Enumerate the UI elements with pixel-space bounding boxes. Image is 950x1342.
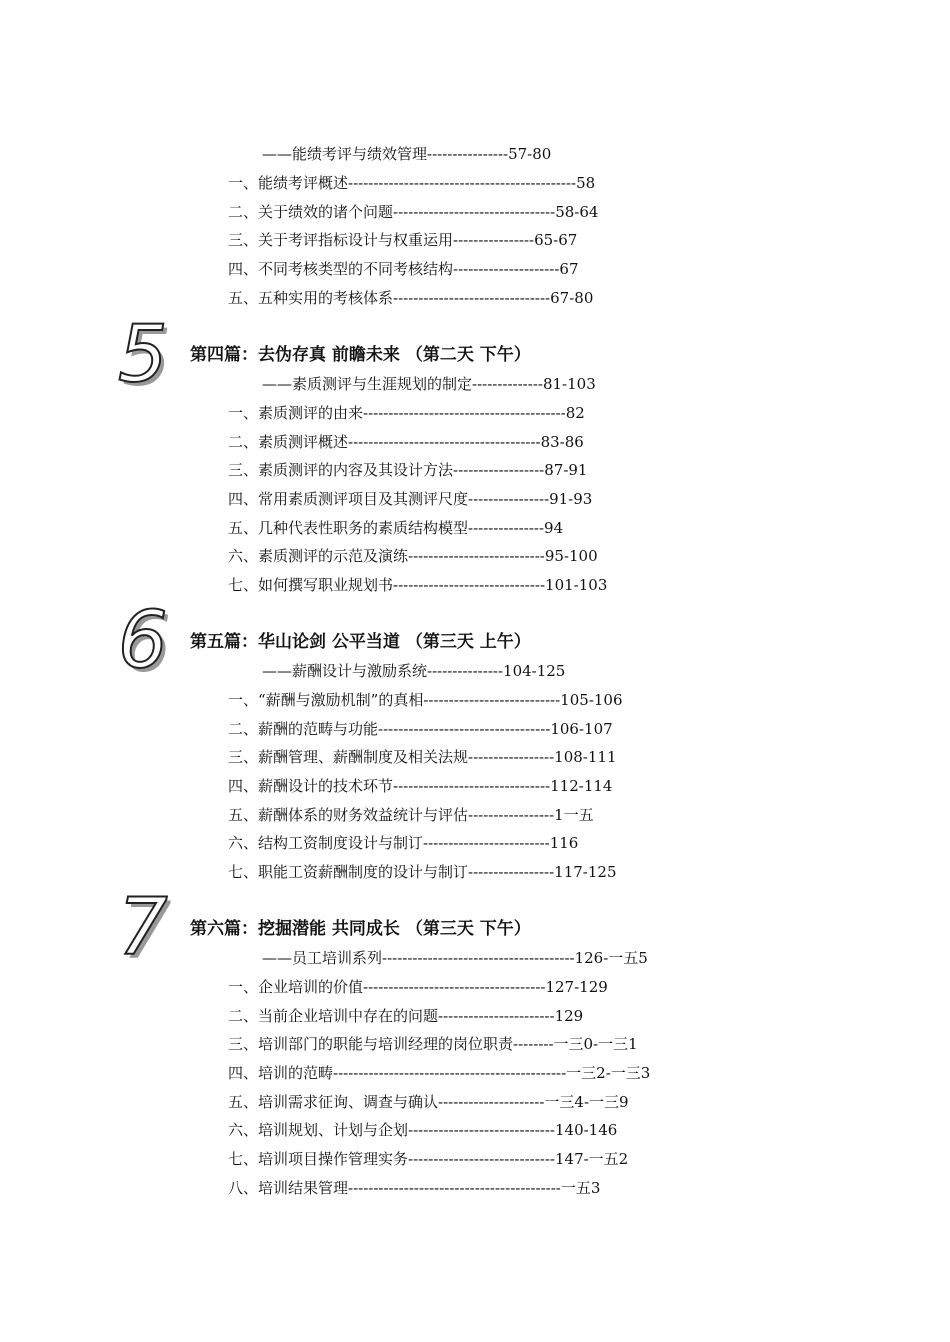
section-7-subtitle: ——员工培训系列--------------------------------------126-一五5 xyxy=(262,949,648,967)
toc-entry: 三、关于考评指标设计与权重运用----------------65-67 xyxy=(228,231,578,249)
toc-entry: 五、五种实用的考核体系-------------------------------67-80 xyxy=(228,289,594,307)
toc-entry: 一、素质测评的由来----------------------------------------82 xyxy=(228,404,585,422)
toc-entry: 三、培训部门的职能与培训经理的岗位职责--------一三0-一三1 xyxy=(228,1035,638,1053)
section-number-7: 7 xyxy=(118,883,168,973)
toc-entry: 五、薪酬体系的财务效益统计与评估-----------------1一五 xyxy=(228,806,594,824)
toc-entry: 六、素质测评的示范及演练---------------------------95-100 xyxy=(228,547,598,565)
toc-entry: 四、常用素质测评项目及其测评尺度----------------91-93 xyxy=(228,490,593,508)
section-number-6: 6 xyxy=(118,596,168,686)
toc-entry: 七、如何撰写职业规划书------------------------------101-103 xyxy=(228,576,608,594)
toc-entry: 四、培训的范畴----------------------------------------------一三2-一三3 xyxy=(228,1064,651,1082)
toc-entry: 二、薪酬的范畴与功能----------------------------------106-107 xyxy=(228,720,613,738)
section-6-subtitle: ——薪酬设计与激励系统---------------104-125 xyxy=(262,662,566,680)
toc-entry: 二、素质测评概述--------------------------------------83-86 xyxy=(228,433,584,451)
section-number-5: 5 xyxy=(118,310,168,400)
section-5-subtitle: ——素质测评与生涯规划的制定--------------81-103 xyxy=(262,375,596,393)
toc-entry: 一、能绩考评概述---------------------------------------------58 xyxy=(228,174,596,192)
toc-entry: 二、当前企业培训中存在的问题-----------------------129 xyxy=(228,1007,584,1025)
toc-entry: 七、职能工资薪酬制度的设计与制订-----------------117-125 xyxy=(228,863,617,881)
toc-entry: 二、关于绩效的诸个问题--------------------------------58-64 xyxy=(228,203,599,221)
toc-entry: 三、薪酬管理、薪酬制度及相关法规-----------------108-111 xyxy=(228,748,617,766)
toc-entry: 一、企业培训的价值------------------------------------127-129 xyxy=(228,978,608,996)
toc-entry: 一、“薪酬与激励机制”的真相---------------------------105-106 xyxy=(228,691,623,709)
toc-entry: 七、培训项目操作管理实务-----------------------------147-一五2 xyxy=(228,1150,629,1168)
toc-entry: 五、培训需求征询、调查与确认---------------------一三4-一三9 xyxy=(228,1093,629,1111)
toc-entry: 八、培训结果管理------------------------------------------一五3 xyxy=(228,1179,601,1197)
toc-entry: 四、不同考核类型的不同考核结构---------------------67 xyxy=(228,260,579,278)
section-4-subtitle: ——能绩考评与绩效管理----------------57-80 xyxy=(262,145,552,163)
toc-entry: 六、结构工资制度设计与制订-------------------------116 xyxy=(228,834,579,852)
toc-entry: 五、几种代表性职务的素质结构模型---------------94 xyxy=(228,519,564,537)
toc-entry: 四、薪酬设计的技术环节-------------------------------112-114 xyxy=(228,777,613,795)
section-6-title: 第五篇：华山论剑 公平当道 （第三天 上午） xyxy=(190,632,531,652)
section-7-title: 第六篇：挖掘潜能 共同成长 （第三天 下午） xyxy=(190,919,531,939)
toc-entry: 六、培训规划、计划与企划-----------------------------140-146 xyxy=(228,1121,618,1139)
section-5-title: 第四篇：去伪存真 前瞻未来 （第二天 下午） xyxy=(190,345,531,365)
toc-entry: 三、素质测评的内容及其设计方法------------------87-91 xyxy=(228,461,588,479)
